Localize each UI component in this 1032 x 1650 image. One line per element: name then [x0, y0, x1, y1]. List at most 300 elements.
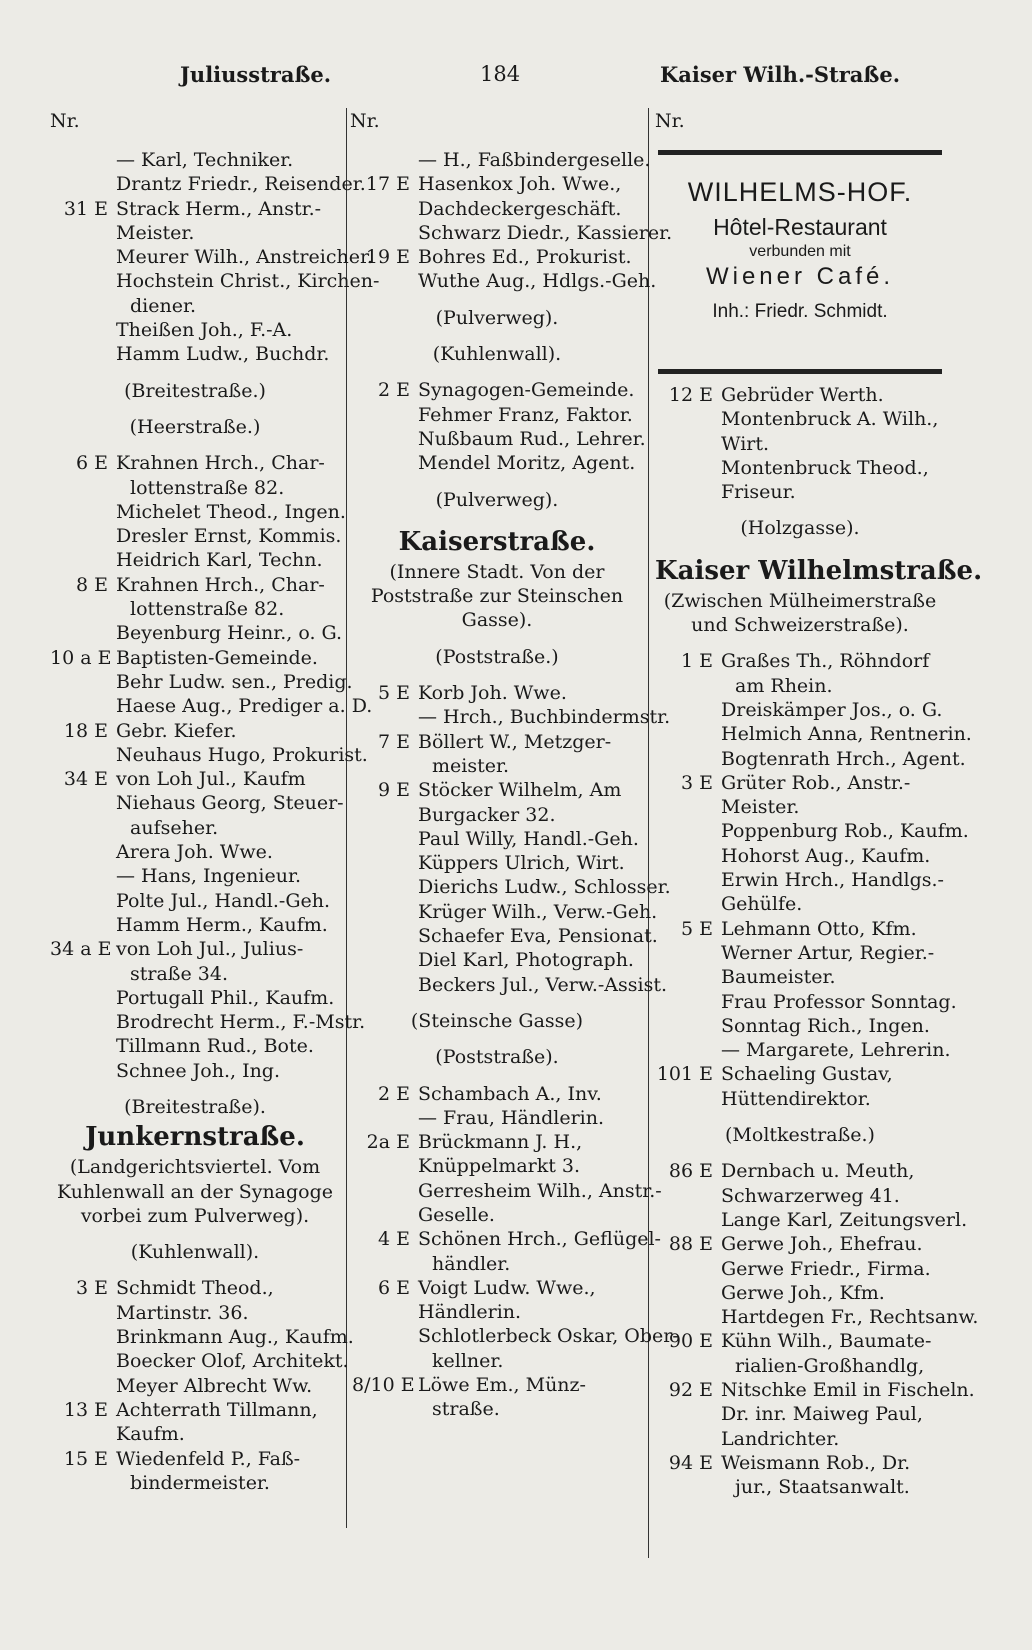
- section-text: Junkernstraße.: [85, 1122, 305, 1153]
- entry-text: Krahnen Hrch., Char-: [116, 573, 325, 596]
- entry-line: [50, 269, 380, 293]
- section-text: Kaiser Wilhelmstraße.: [655, 555, 983, 586]
- entry-text: Poppenburg Rob., Kaufm.: [721, 820, 969, 843]
- entry-line: [352, 451, 642, 475]
- entry-line: [655, 1147, 945, 1159]
- entry-line: [352, 584, 642, 608]
- entry-text: Schönen Hrch., Geflügel-: [418, 1228, 661, 1251]
- entry-line: [655, 941, 945, 965]
- entry-line: [50, 816, 340, 840]
- entry-line: [352, 973, 668, 997]
- entry-text: meister.: [432, 754, 510, 777]
- entry-line: [50, 403, 340, 415]
- entry-line: [655, 504, 945, 516]
- entry-line: [352, 645, 642, 669]
- entry-line: [655, 1378, 975, 1402]
- entry-line: [50, 646, 340, 670]
- entry-line: [655, 795, 945, 819]
- entry-text: Friseur.: [721, 481, 796, 504]
- entry-line: [352, 875, 671, 899]
- ad-line-1: Hôtel-Restaurant: [713, 214, 887, 240]
- entry-text: — Hrch., Buchbindermstr.: [418, 706, 671, 729]
- entry-text: Montenbruck A. Wilh.,: [721, 408, 939, 431]
- entry-text: Beyenburg Heinr., o. G.: [116, 622, 343, 645]
- entry-text: Bogtenrath Hrch., Agent.: [721, 747, 966, 770]
- entry-line: [352, 197, 642, 221]
- entry-text: Grüter Rob., Anstr.-: [721, 771, 911, 794]
- entry-line: [655, 965, 945, 989]
- street-heading: [655, 553, 983, 589]
- entry-text: Hüttendirektor.: [721, 1087, 871, 1110]
- entry-text: Landrichter.: [721, 1427, 840, 1450]
- entry-line: [655, 674, 945, 698]
- entry-text: rialien-Großhandlg,: [735, 1354, 925, 1377]
- entry-line: [655, 892, 945, 916]
- house-number: 94 E: [668, 1451, 713, 1474]
- entry-line: [352, 1154, 642, 1178]
- section-text: Gasse).: [461, 609, 533, 632]
- header-right: Kaiser Wilh.-Straße.: [660, 62, 901, 87]
- column-rule-1: [346, 108, 347, 1528]
- entry-line: [50, 524, 340, 548]
- entry-line: [352, 997, 642, 1009]
- entry-text: Gehülfe.: [721, 893, 803, 916]
- entry-line: [50, 451, 340, 475]
- entry-text: Theißen Joh., F.-A.: [116, 319, 293, 342]
- entry-line: [352, 1130, 642, 1154]
- entry-text: Arera Joh. Wwe.: [116, 841, 273, 864]
- entry-line: [352, 1397, 642, 1421]
- entry-text: von Loh Jul., Kaufm: [116, 768, 306, 791]
- entry-line: [352, 1082, 642, 1106]
- house-number: 1 E: [681, 650, 713, 673]
- entry-line: [50, 415, 340, 439]
- entry-text: kellner.: [432, 1349, 504, 1372]
- entry-text: Schaeling Gustav,: [721, 1063, 893, 1086]
- nr-label-col2: Nr.: [350, 110, 380, 132]
- entry-line: [655, 990, 957, 1014]
- entry-text: Gerwe Joh., Ehefrau.: [721, 1233, 923, 1256]
- entry-text: Nußbaum Rud., Lehrer.: [418, 427, 646, 450]
- entry-text: Weismann Rob., Dr.: [721, 1451, 911, 1474]
- entry-text: Kaufm.: [116, 1423, 185, 1446]
- entry-text: Gerwe Joh., Kfm.: [721, 1281, 885, 1304]
- entry-line: [50, 1264, 340, 1276]
- entry-text: Löwe Em., Münz-: [418, 1374, 586, 1397]
- entry-text: lottenstraße 82.: [130, 598, 285, 621]
- entry-text: Kühn Wilh., Baumate-: [721, 1330, 932, 1353]
- entry-text: Dierichs Ludw., Schlosser.: [418, 876, 671, 899]
- entry-line: [655, 432, 945, 456]
- entry-text: Wuthe Aug., Hdlgs.-Geh.: [418, 270, 657, 293]
- entry-text: Wirt.: [721, 432, 770, 455]
- entry-line: [655, 1087, 945, 1111]
- section-text: (Zwischen Mülheimerstraße: [663, 589, 937, 612]
- entry-line: [50, 1471, 340, 1495]
- section-text: (Steinsche Gasse): [410, 1009, 584, 1032]
- entry-text: Schlotlerbeck Oskar, Ober-: [418, 1325, 679, 1348]
- house-number: 6 E: [76, 452, 108, 475]
- advertisement-box: [658, 150, 942, 374]
- entry-line: [50, 694, 373, 718]
- entry-line: [50, 221, 340, 245]
- entry-text: Gebr. Kiefer.: [116, 719, 237, 742]
- entry-line: [50, 1155, 340, 1179]
- entry-text: Diel Karl, Photograph.: [418, 949, 634, 972]
- entry-text: Lehmann Otto, Kfm.: [721, 917, 917, 940]
- entry-text: händler.: [432, 1252, 511, 1275]
- entry-line: [655, 1329, 945, 1353]
- entry-text: Schnee Joh., Ing.: [116, 1059, 281, 1082]
- house-number: 90 E: [668, 1330, 713, 1353]
- entry-line: [655, 589, 945, 613]
- house-number: 34 E: [63, 768, 108, 791]
- entry-text: Strack Herm., Anstr.-: [116, 197, 322, 220]
- entry-line: [352, 924, 658, 948]
- entry-line: [352, 1045, 642, 1069]
- entry-line: [655, 917, 945, 941]
- entry-text: Brückmann J. H.,: [418, 1131, 583, 1154]
- entry-text: am Rhein.: [735, 674, 833, 697]
- house-number: 8 E: [76, 573, 108, 596]
- entry-line: [352, 681, 642, 705]
- entry-text: Baptisten-Gemeinde.: [116, 646, 318, 669]
- entry-line: [655, 1184, 945, 1208]
- entry-text: Neuhaus Hugo, Prokurist.: [116, 743, 368, 766]
- house-number: 4 E: [378, 1228, 410, 1251]
- entry-text: Niehaus Georg, Steuer-: [116, 792, 344, 815]
- entry-text: Bohres Ed., Prokurist.: [418, 246, 632, 269]
- entry-line: [352, 1373, 642, 1397]
- house-number: 5 E: [378, 682, 410, 705]
- entry-line: [50, 767, 340, 791]
- entry-line: [50, 913, 340, 937]
- entry-text: Michelet Theod., Ingen.: [116, 500, 346, 523]
- entry-line: [655, 456, 945, 480]
- entry-line: [50, 1447, 340, 1471]
- house-number: 18 E: [63, 719, 108, 742]
- entry-text: Lange Karl, Zeitungsverl.: [721, 1208, 968, 1231]
- entry-line: [655, 1305, 979, 1329]
- entry-line: [655, 698, 945, 722]
- entry-text: straße.: [432, 1398, 500, 1421]
- entry-text: Dernbach u. Meuth,: [721, 1160, 915, 1183]
- entry-line: [50, 840, 340, 864]
- entry-text: Heidrich Karl, Techn.: [116, 549, 323, 572]
- entry-line: [655, 516, 945, 540]
- section-text: vorbei zum Pulverweg).: [80, 1204, 310, 1227]
- entry-line: [655, 1123, 945, 1147]
- ad-line-4: Inh.: Friedr. Schmidt.: [712, 301, 888, 322]
- entry-text: Wiedenfeld P., Faß-: [116, 1447, 301, 1470]
- ad-line-2: verbunden mit: [749, 243, 851, 260]
- entry-line: [50, 439, 340, 451]
- entry-line: [352, 1070, 642, 1082]
- entry-line: [655, 541, 945, 553]
- entry-text: — Frau, Händlerin.: [418, 1106, 605, 1129]
- entry-line: [352, 754, 642, 778]
- entry-line: [352, 330, 642, 342]
- entry-line: [352, 851, 642, 875]
- entry-text: Geselle.: [418, 1203, 495, 1226]
- entry-line: [352, 1227, 661, 1251]
- entry-text: straße 34.: [130, 962, 228, 985]
- section-text: (Breitestraße.): [124, 379, 266, 402]
- entry-text: Synagogen-Gemeinde.: [418, 379, 635, 402]
- entry-line: [352, 1033, 642, 1045]
- section-text: Poststraße zur Steinschen: [370, 585, 624, 608]
- entry-text: lottenstraße 82.: [130, 476, 285, 499]
- entry-line: [352, 366, 642, 378]
- column-3: [655, 383, 983, 1499]
- entry-text: Hochstein Christ., Kirchen-: [116, 270, 380, 293]
- house-number: 101 E: [656, 1063, 713, 1086]
- entry-line: [50, 476, 340, 500]
- entry-text: Meister.: [721, 796, 800, 819]
- entry-line: [50, 1204, 340, 1228]
- entry-line: [655, 819, 969, 843]
- entry-line: [352, 633, 642, 645]
- entry-text: Nitschke Emil in Fischeln.: [721, 1378, 975, 1401]
- entry-line: [655, 1159, 945, 1183]
- entry-line: [352, 778, 642, 802]
- house-number: 10 a E: [50, 646, 112, 669]
- entry-text: — Hans, Ingenieur.: [116, 865, 301, 888]
- entry-line: [50, 1276, 340, 1300]
- entry-line: [50, 1398, 340, 1422]
- entry-line: [352, 1179, 662, 1203]
- entry-text: Hartdegen Fr., Rechtsanw.: [721, 1306, 979, 1329]
- house-number: 17 E: [365, 173, 410, 196]
- entry-text: Dreiskämper Jos., o. G.: [721, 698, 943, 721]
- entry-line: [655, 1402, 945, 1426]
- section-text: Kaiserstraße.: [398, 526, 596, 557]
- entry-line: [655, 407, 945, 431]
- entry-line: [655, 1232, 945, 1256]
- entry-text: Erwin Hrch., Handlgs.-: [721, 869, 944, 892]
- section-text: (Pulverweg).: [435, 306, 559, 329]
- entry-line: [655, 868, 945, 892]
- house-number: 3 E: [76, 1277, 108, 1300]
- entry-line: [352, 1276, 642, 1300]
- entry-line: [50, 1059, 340, 1083]
- entry-line: [655, 649, 945, 673]
- entry-line: [352, 294, 642, 306]
- entry-text: Polte Jul., Handl.-Geh.: [116, 889, 331, 912]
- entry-line: [352, 1203, 642, 1227]
- entry-text: Mendel Moritz, Agent.: [418, 452, 636, 475]
- entry-line: [50, 294, 340, 318]
- entry-line: [352, 900, 658, 924]
- entry-line: [50, 342, 340, 366]
- entry-line: [50, 197, 340, 221]
- entry-text: Tillmann Rud., Bote.: [116, 1035, 314, 1058]
- house-number: 9 E: [378, 779, 410, 802]
- entry-text: Portugall Phil., Kaufm.: [116, 986, 335, 1009]
- entry-line: [352, 1009, 642, 1033]
- entry-line: [655, 1111, 945, 1123]
- entry-line: [655, 383, 945, 407]
- entry-line: [50, 1095, 340, 1119]
- entry-line: [50, 367, 340, 379]
- entry-line: [50, 573, 340, 597]
- entry-text: Knüppelmarkt 3.: [418, 1155, 581, 1178]
- entry-line: [50, 670, 353, 694]
- entry-line: [50, 1180, 340, 1204]
- entry-text: Drantz Friedr., Reisender.: [116, 173, 366, 196]
- entry-line: [50, 986, 340, 1010]
- house-number: 5 E: [681, 917, 713, 940]
- entry-text: von Loh Jul., Julius-: [116, 938, 304, 961]
- house-number: 15 E: [63, 1447, 108, 1470]
- house-number: 2 E: [378, 1082, 410, 1105]
- entry-line: [50, 597, 340, 621]
- page-number: 184: [480, 62, 521, 86]
- entry-line: [352, 803, 642, 827]
- house-number: 88 E: [668, 1233, 713, 1256]
- entry-line: [352, 705, 671, 729]
- entry-text: Gerresheim Wilh., Anstr.-: [418, 1179, 662, 1202]
- section-text: (Kuhlenwall).: [130, 1241, 260, 1264]
- section-text: (Innere Stadt. Von der: [389, 560, 605, 583]
- entry-line: [352, 512, 642, 524]
- entry-line: [655, 613, 945, 637]
- entry-line: [655, 1281, 945, 1305]
- house-number: 19 E: [365, 246, 410, 269]
- entry-line: [352, 172, 642, 196]
- entry-line: [352, 269, 657, 293]
- entry-line: [352, 342, 642, 366]
- entry-line: [655, 1208, 968, 1232]
- entry-line: [50, 245, 373, 269]
- entry-text: Hasenkox Joh. Wwe.,: [418, 173, 622, 196]
- entry-line: [50, 148, 340, 172]
- entry-text: Korb Joh. Wwe.: [418, 682, 567, 705]
- house-number: 8/10 E: [352, 1374, 415, 1397]
- entry-text: diener.: [130, 294, 196, 317]
- section-text: (Kuhlenwall).: [432, 343, 562, 366]
- entry-line: [655, 747, 966, 771]
- entry-text: Voigt Ludw. Wwe.,: [418, 1276, 596, 1299]
- entry-line: [352, 827, 642, 851]
- entry-line: [352, 1300, 642, 1324]
- entry-line: [50, 962, 340, 986]
- entry-text: Dr. inr. Maiweg Paul,: [721, 1403, 923, 1426]
- entry-line: [352, 730, 642, 754]
- entry-line: [352, 306, 642, 330]
- house-number: 2 E: [378, 379, 410, 402]
- entry-text: aufseher.: [130, 816, 219, 839]
- entry-line: [655, 1014, 945, 1038]
- house-number: 86 E: [668, 1160, 713, 1183]
- entry-line: [352, 403, 642, 427]
- entry-line: [352, 669, 642, 681]
- entry-text: — Margarete, Lehrerin.: [721, 1039, 951, 1062]
- entry-text: Schwarz Diedr., Kassierer.: [418, 221, 673, 244]
- entry-text: Gerwe Friedr., Firma.: [721, 1257, 931, 1280]
- section-text: (Poststraße.): [435, 645, 559, 668]
- house-number: 3 E: [681, 771, 713, 794]
- entry-line: [352, 1349, 642, 1373]
- entry-line: [50, 743, 368, 767]
- running-header: [60, 62, 940, 96]
- entry-line: [352, 1324, 679, 1348]
- nr-label-col1: Nr.: [50, 110, 80, 132]
- entry-line: [352, 560, 642, 584]
- entry-text: Helmich Anna, Rentnerin.: [721, 723, 972, 746]
- entry-text: Dresler Ernst, Kommis.: [116, 525, 342, 548]
- entry-text: Fehmer Franz, Faktor.: [418, 403, 633, 426]
- entry-line: [655, 844, 945, 868]
- entry-text: Küppers Ulrich, Wirt.: [418, 852, 625, 875]
- entry-line: [50, 1083, 340, 1095]
- entry-line: [50, 1349, 349, 1373]
- entry-text: Paul Willy, Handl.-Geh.: [418, 827, 639, 850]
- section-text: (Moltkestraße.): [725, 1124, 875, 1147]
- entry-text: Behr Ludw. sen., Predig.: [116, 670, 353, 693]
- entry-text: Meyer Albrecht Ww.: [116, 1374, 313, 1397]
- ad-title: WILHELMS-HOF.: [687, 177, 913, 207]
- entry-line: [655, 1475, 945, 1499]
- entry-text: Burgacker 32.: [418, 803, 556, 826]
- entry-line: [50, 937, 340, 961]
- entry-text: jur., Staatsanwalt.: [735, 1476, 910, 1499]
- entry-line: [50, 889, 340, 913]
- entry-text: Schwarzerweg 41.: [721, 1184, 900, 1207]
- entry-text: Schmidt Theod.,: [116, 1277, 274, 1300]
- section-text: (Pulverweg).: [435, 488, 559, 511]
- house-number: 13 E: [63, 1398, 108, 1421]
- entry-line: [655, 1354, 945, 1378]
- house-number: 12 E: [668, 384, 713, 406]
- entry-line: [50, 719, 340, 743]
- entry-text: Sonntag Rich., Ingen.: [721, 1014, 930, 1037]
- entry-line: [50, 1422, 340, 1446]
- entry-text: Achterrath Tillmann,: [116, 1398, 318, 1421]
- entry-text: Meurer Wilh., Anstreicher.: [116, 246, 373, 269]
- entry-text: Frau Professor Sonntag.: [721, 990, 957, 1013]
- street-heading: [50, 1119, 340, 1155]
- nr-label-col3: Nr.: [655, 110, 685, 132]
- entry-text: Baumeister.: [721, 966, 836, 989]
- entry-text: Krüger Wilh., Verw.-Geh.: [418, 900, 658, 923]
- entry-line: [352, 476, 642, 488]
- entry-text: Hamm Herm., Kaufm.: [116, 913, 328, 936]
- entry-text: Brodrecht Herm., F.-Mstr.: [116, 1011, 366, 1034]
- house-number: 92 E: [668, 1378, 713, 1401]
- entry-text: Gebrüder Werth.: [721, 384, 884, 406]
- entry-line: [655, 722, 972, 746]
- entry-text: Haese Aug., Prediger a. D.: [116, 695, 373, 718]
- entry-text: — Karl, Techniker.: [116, 149, 294, 171]
- entry-text: Meister.: [116, 221, 195, 244]
- section-text: (Heerstraße.): [129, 415, 261, 438]
- entry-line: [50, 864, 340, 888]
- entry-line: [352, 427, 646, 451]
- entry-text: Dachdeckergeschäft.: [418, 197, 622, 220]
- entry-line: [655, 1451, 945, 1475]
- section-text: (Poststraße).: [435, 1046, 559, 1069]
- entry-line: [352, 221, 673, 245]
- entry-text: Martinstr. 36.: [116, 1301, 249, 1324]
- entry-line: [50, 1010, 366, 1034]
- entry-line: [352, 948, 642, 972]
- entry-line: [50, 548, 340, 572]
- entry-text: Brinkmann Aug., Kaufm.: [116, 1326, 354, 1349]
- entry-line: [655, 1257, 945, 1281]
- entry-text: Schaefer Eva, Pensionat.: [418, 925, 658, 948]
- entry-line: [352, 378, 642, 402]
